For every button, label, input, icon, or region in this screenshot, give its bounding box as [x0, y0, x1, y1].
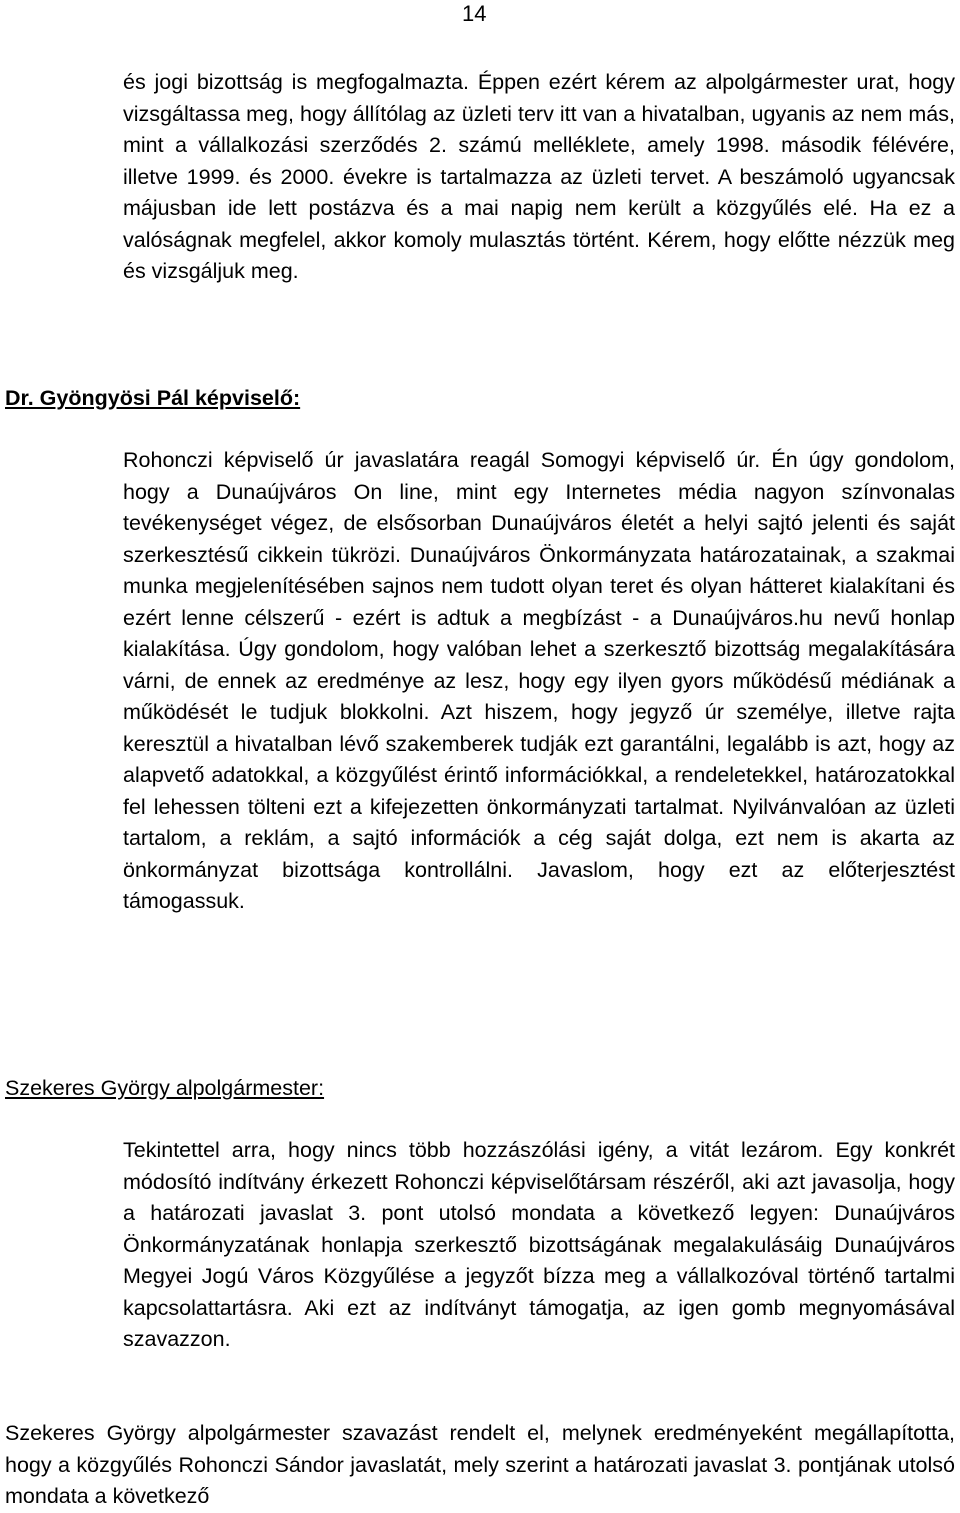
- paragraph-1: és jogi bizottság is megfogalmazta. Éppen ezért kérem az alpolgármester urat, hogy vizsgáltassa meg, hogy állítólag az üzleti terv itt van a hivatalban, ugyanis az nem más, mint a vállalkozási szerződés 2. számú melléklete, amely 1998. második félévére, illetve 1999. és 2000. évekre is tartalmazza az üzleti tervet. A beszámoló ugyancsak májusban ide lett postázva és a mai napig nem került a közgyűlés elé. Ha ez a valóságnak megfelel, akkor komoly mulasztás történt. Kérem, hogy előtte nézzük meg és vizsgáljuk meg.: [123, 70, 955, 283]
- page-number: 14: [462, 1, 487, 26]
- paragraph-4: Szekeres György alpolgármester szavazást rendelt el, melynek eredményeként megállapította, hogy a közgyűlés Rohonczi Sándor javaslatát, mely szerint a határozati javaslat 3. pontjának utolsó mondata a következő: [5, 1421, 955, 1508]
- paragraph-3: Tekintettel arra, hogy nincs több hozzászólási igény, a vitát lezárom. Egy konkrét módosító indítvány érkezett Rohonczi képviselőtársam részéről, aki azt javasolja, hogy a határozati javaslat 3. pont utolsó mondata a következő legyen: Dunaújváros Önkormányzatának honlapja szerkesztő bizottságának megalakulásáig Dunaújváros Megyei Jogú Város Közgyűlése a jegyzőt bízza meg a vállalkozóval történő tartalmi kapcsolattartásra. Aki ezt az indítványt támogatja, az igen gomb megnyomásával szavazzon.: [123, 1138, 955, 1351]
- speaker-heading-gyongyosi: Dr. Gyöngyösi Pál képviselő:: [5, 386, 301, 410]
- paragraph-2: Rohonczi képviselő úr javaslatára reagál Somogyi képviselő úr. Én úgy gondolom, hogy a Dunaújváros On line, mint egy Internetes média nagyon színvonalas tevékenységet végez, de elsősorban Dunaújváros életét a helyi sajtó jelenti és saját szerkesztésű cikkein tükrözi. Dunaújváros Önkormányzata határozatainak, a szakmai munka megjelenítésében sajnos nem tudott olyan teret és olyan hátteret kialakítani és ezért lenne célszerű - ezért is adtuk a megbízást - a Dunaújváros.hu nevű honlap kialakítása. Úgy gondolom, hogy valóban lehet a szerkesztő bizottság megalakítására várni, de ennek az eredménye az lesz, hogy egy ilyen gyors működésű médiának a működését le tudjuk blokkolni. Azt hiszem, hogy jegyző úr személye, illetve rajta keresztül a hivatalban lévő szakemberek tudják ezt garantálni, legalább is azt, hogy az alapvető adatokkal, a közgyűlést érintő információkkal, a rendeletekkel, határozatokkal fel lehessen tölteni ezt a kifejezetten önkormányzati tartalmat. Nyilvánvalóan az üzleti tartalom, a reklám, a sajtó információk a cég saját dolga, ezt nem is akarta az önkormányzat bizottsága kontrollálni. Javaslom, hogy ezt az előterjesztést támogassuk.: [123, 448, 955, 913]
- speaker-heading-szekeres: Szekeres György alpolgármester:: [5, 1076, 325, 1100]
